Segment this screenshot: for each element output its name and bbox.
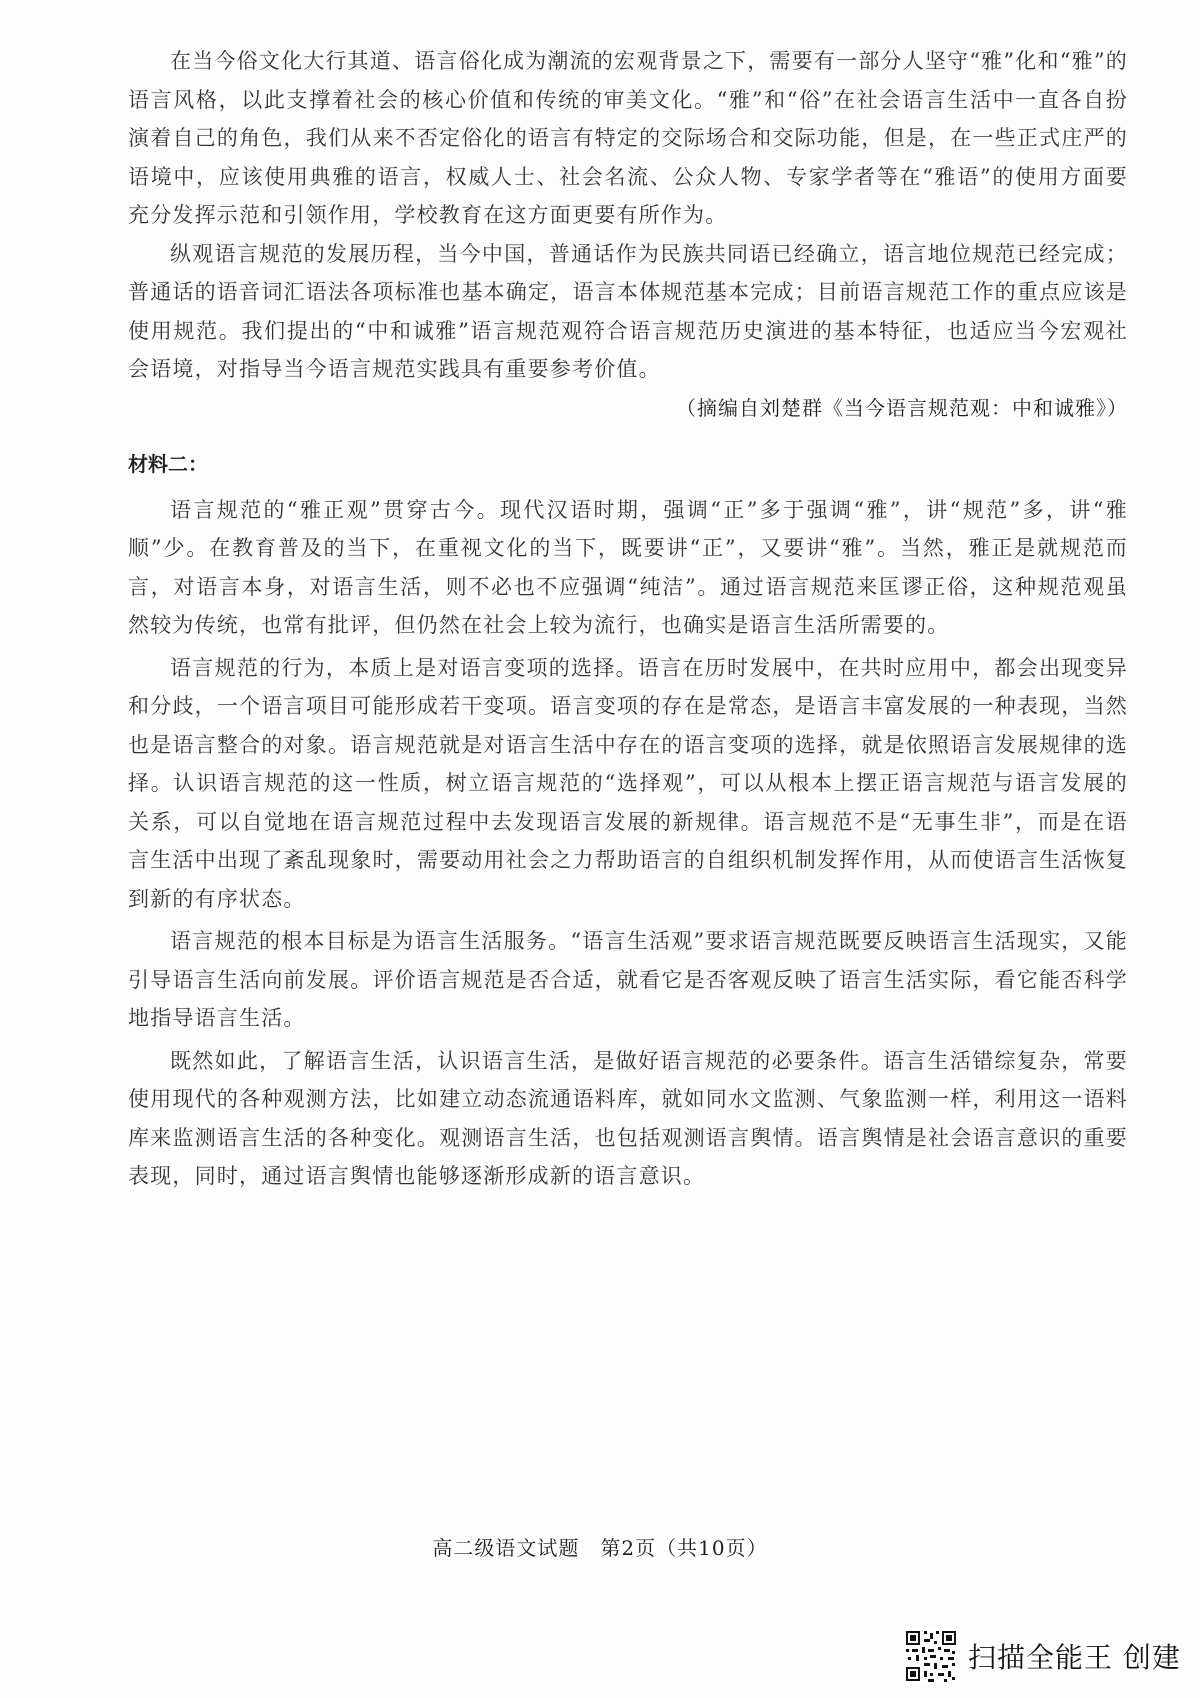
page-body — [128, 42, 1128, 1196]
material-one-paragraph-1: 在当今俗文化大行其道、语言俗化成为潮流的宏观背景之下，需要有一部分人坚守“雅”化和“雅”的语言风格，以此支撑着社会的核心价值和传统的审美文化。“雅”和“俗”在社会语言生活中一直各自扮演着自己的角色，我们从来不否定俗化的语言有特定的交际场合和交际功能，但是，在一些正式庄严的语境中，应该使用典雅的语言，权威人士、社会名流、公众人物、专家学者等在“雅语”的使用方面要充分发挥示范和引领作用，学校教育在这方面更要有所作为。 — [128, 49, 1128, 227]
material-two-paragraph-2: 语言规范的行为，本质上是对语言变项的选择。语言在历时发展中，在共时应用中，都会出现变异和分歧，一个语言项目可能形成若干变项。语言变项的存在是常态，是语言丰富发展的一种表现，当然也是语言整合的对象。语言规范就是对语言生活中存在的语言变项的选择，就是依照语言发展规律的选择。认识语言规范的这一性质，树立语言规范的“选择观”，可以从根本上摆正语言规范与语言发展的关系，可以自觉地在语言规范过程中去发现语言发展的新规律。语言规范不是“无事生非”，而是在语言生活中出现了紊乱现象时，需要动用社会之力帮助语言的自组织机制发挥作用，从而使语言生活恢复到新的有序状态。 — [128, 655, 1128, 911]
material-two-paragraph-3: 语言规范的根本目标是为语言生活服务。“语言生活观”要求语言规范既要反映语言生活现实，又能引导语言生活向前发展。评价语言规范是否合适，就看它是否客观反映了语言生活实际，看它能否科学地指导语言生活。 — [128, 929, 1128, 1030]
material-one-source: （摘编自刘楚群《当今语言规范观：中和诚雅》） — [676, 395, 1128, 420]
material-two-heading: 材料二： — [128, 451, 208, 476]
material-two-paragraph-1: 语言规范的“雅正观”贯穿古今。现代汉语时期，强调“正”多于强调“雅”，讲“规范”多，讲“雅顺”少。在教育普及的当下，在重视文化的当下，既要讲“正”，又要讲“雅”。当然，雅正是就规范而言，对语言本身，对语言生活，则不必也不应强调“纯洁”。通过语言规范来匡谬正俗，这种规范观虽然较为传统，也常有批评，但仍然在社会上较为流行，也确实是语言生活所需要的。 — [128, 497, 1128, 637]
material-one-paragraph-2: 纵观语言规范的发展历程，当今中国，普通话作为民族共同语已经确立，语言地位规范已经完成；普通话的语音词汇语法各项标准也基本确定，语言本体规范基本完成；目前语言规范工作的重点应该是使用规范。我们提出的“中和诚雅”语言规范观符合语言规范历史演进的基本特征，也适应当今宏观社会语境，对指导当今语言规范实践具有重要参考价值。 — [128, 241, 1128, 381]
scanner-watermark — [904, 1627, 1181, 1685]
page-footer: 高二级语文试题 第2页（共10页） — [432, 1536, 768, 1560]
material-two-paragraph-4: 既然如此，了解语言生活，认识语言生活，是做好语言规范的必要条件。语言生活错综复杂，常要使用现代的各种观测方法，比如建立动态流通语料库，就如同水文监测、气象监测一样，利用这一语料库来监测语言生活的各种变化。观测语言生活，也包括观测语言舆情。语言舆情是社会语言意识的重要表现，同时，通过语言舆情也能够逐渐形成新的语言意识。 — [128, 1048, 1128, 1188]
watermark-label: 扫描全能王 创建 — [968, 1641, 1181, 1674]
qr-code-icon — [904, 1629, 958, 1683]
